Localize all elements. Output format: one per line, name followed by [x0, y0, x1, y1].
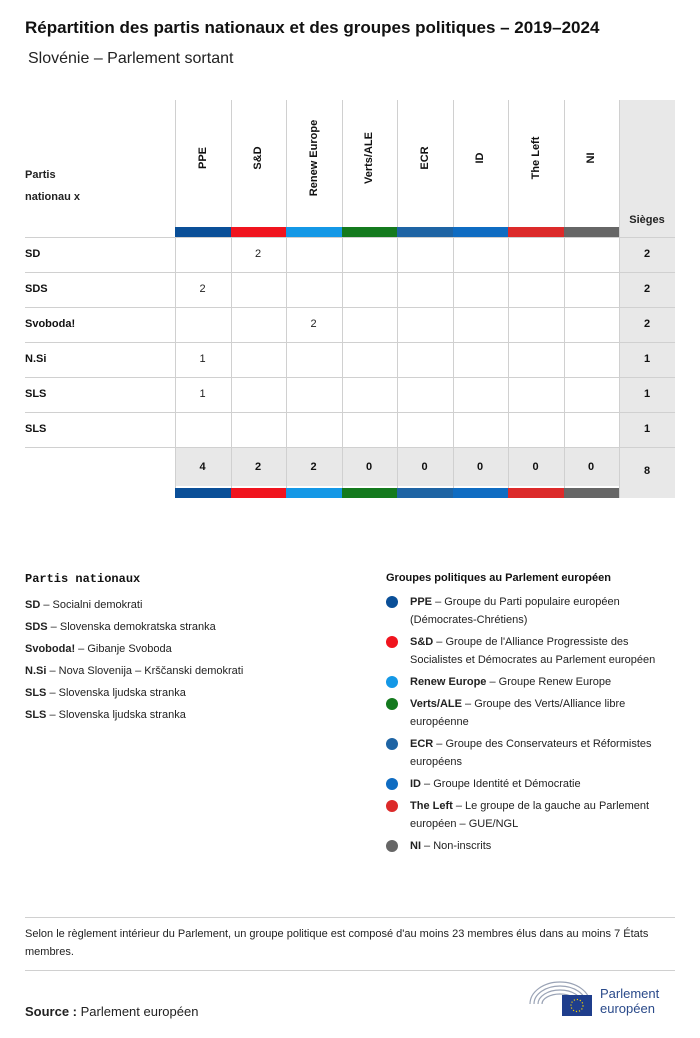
party-name: Gibanje Svoboda — [87, 643, 172, 655]
seats-table — [25, 100, 675, 500]
group-color-bar — [453, 227, 509, 237]
group-name: Groupe des Verts/Alliance libre européenne — [410, 698, 626, 728]
group-color-dot-icon — [386, 738, 398, 750]
group-total-cell: 0 — [587, 461, 595, 473]
row-total-seats: 2 — [643, 283, 651, 295]
political-groups-legend-title: Groupes politiques au Parlement européen — [386, 572, 611, 584]
european-parliament-logo — [528, 978, 678, 1020]
page-subtitle: Slovénie – Parlement sortant — [28, 50, 234, 67]
group-color-bar — [286, 227, 342, 237]
group-name: Groupe Identité et Démocratie — [433, 778, 581, 790]
seats-header: Sièges — [629, 214, 665, 226]
row-total-seats: 2 — [643, 248, 651, 260]
group-color-dot-icon — [386, 840, 398, 852]
seat-value-cell: 1 — [199, 388, 206, 400]
logo-line-1: Parlement — [600, 986, 660, 1001]
grid-hline — [25, 307, 675, 308]
party-row-label: SLS — [25, 388, 47, 400]
group-color-dot-icon — [386, 676, 398, 688]
group-header-label: Verts/ALE — [363, 132, 375, 184]
source-value: Parlement européen — [80, 1004, 199, 1019]
source-line — [25, 1004, 198, 1019]
party-name: Slovenska ljudska stranka — [58, 687, 186, 699]
national-party-legend-item: SDS – Slovenska demokratska stranka — [25, 621, 216, 633]
grid-vline — [619, 100, 620, 498]
group-total-cell: 0 — [365, 461, 373, 473]
grid-hline — [25, 447, 675, 448]
group-header — [286, 100, 341, 228]
party-row-label: N.Si — [25, 353, 47, 365]
logo-line-2: européen — [600, 1001, 655, 1016]
political-group-legend-item: ECR – Groupe des Conservateurs et Réformistes européens — [386, 735, 676, 771]
national-party-legend-item: SLS – Slovenska ljudska stranka — [25, 709, 186, 721]
party-abbr: SDS — [25, 621, 48, 633]
group-name: Groupe du Parti populaire européen (Démocrates-Chrétiens) — [410, 596, 620, 626]
seat-value-cell: 1 — [199, 353, 206, 365]
party-abbr: SLS — [25, 709, 47, 721]
group-abbr: ID — [410, 778, 421, 790]
group-color-bar — [564, 227, 620, 237]
party-name: Slovenska ljudska stranka — [58, 709, 186, 721]
party-abbr: Svoboda! — [25, 643, 76, 655]
political-group-legend-item: NI – Non-inscrits — [386, 837, 676, 855]
national-party-legend-item: SLS – Slovenska ljudska stranka — [25, 687, 186, 699]
group-header-label: Renew Europe — [307, 119, 320, 197]
political-group-legend-item: The Left – Le groupe de la gauche au Parlement européen – GUE/NGL — [386, 797, 676, 833]
group-header-label: ECR — [418, 146, 431, 170]
group-abbr: Renew Europe — [410, 676, 487, 688]
group-abbr: Verts/ALE — [410, 698, 462, 710]
group-header — [342, 100, 397, 228]
political-group-legend-item: Renew Europe – Groupe Renew Europe — [386, 673, 676, 691]
grid-hline — [25, 342, 675, 343]
rules-note: Selon le règlement intérieur du Parlement, un groupe politique est composé d'au moins 23 membres élus dans au moins 7 États membres. — [25, 928, 649, 958]
national-parties-legend — [25, 572, 355, 726]
row-total-seats: 1 — [643, 423, 651, 435]
group-header — [564, 100, 619, 228]
party-row-label: SD — [25, 248, 41, 260]
group-header — [453, 100, 508, 228]
political-group-legend-item: Verts/ALE – Groupe des Verts/Alliance libre européenne — [386, 695, 676, 731]
political-group-legend-item: S&D – Groupe de l'Alliance Progressiste des Socialistes et Démocrates au Parlement européen — [386, 633, 676, 669]
group-color-bar — [286, 488, 342, 498]
group-header-label: NI — [585, 152, 597, 164]
partis-header: Partis nationau x — [25, 169, 81, 203]
group-color-dot-icon — [386, 800, 398, 812]
group-total-cell: 2 — [254, 461, 262, 473]
group-color-bar — [231, 227, 287, 237]
group-color-dot-icon — [386, 778, 398, 790]
national-party-legend-item: Svoboda! – Gibanje Svoboda — [25, 643, 172, 655]
group-total-cell: 2 — [310, 461, 317, 473]
political-group-legend-item: ID – Groupe Identité et Démocratie — [386, 775, 676, 793]
party-name: Socialni demokrati — [52, 599, 143, 611]
group-color-bar — [397, 227, 453, 237]
group-total-cell: 0 — [532, 461, 539, 473]
party-abbr: SD — [25, 599, 41, 611]
source-label: Source : — [25, 1004, 78, 1019]
seat-value-cell: 2 — [310, 318, 317, 330]
political-group-legend-item: PPE – Groupe du Parti populaire européen (Démocrates-Chrétiens) — [386, 593, 676, 629]
group-color-bar — [508, 488, 564, 498]
group-color-bar — [397, 488, 453, 498]
grid-hline — [25, 237, 675, 238]
divider — [25, 970, 675, 971]
political-groups-legend — [386, 572, 676, 859]
group-color-bar — [342, 488, 398, 498]
group-abbr: PPE — [410, 596, 433, 608]
group-color-dot-icon — [386, 636, 398, 648]
group-name: Groupe des Conservateurs et Réformistes européens — [410, 738, 652, 768]
group-abbr: The Left — [410, 800, 453, 812]
national-party-legend-item: N.Si – Nova Slovenija – Krščanski demokrati — [25, 665, 244, 677]
group-header — [397, 100, 452, 228]
hemicycle-flag-icon — [528, 978, 598, 1020]
group-header — [508, 100, 563, 228]
page-title: Répartition des partis nationaux et des groupes politiques – 2019–2024 — [25, 18, 600, 37]
party-row-label: SLS — [25, 423, 47, 435]
group-color-bar — [175, 488, 231, 498]
seats-column-background — [619, 100, 675, 498]
group-header-label: PPE — [196, 146, 209, 170]
divider — [25, 917, 675, 918]
row-total-seats: 1 — [643, 353, 651, 365]
group-name: Groupe Renew Europe — [498, 676, 612, 688]
group-color-bar — [564, 488, 620, 498]
group-color-bar — [175, 227, 231, 237]
national-party-legend-item: SD – Socialni demokrati — [25, 599, 143, 611]
group-color-bar — [453, 488, 509, 498]
group-color-bar — [342, 227, 398, 237]
party-abbr: N.Si — [25, 665, 47, 677]
group-header — [175, 100, 230, 228]
group-header-label: ID — [474, 152, 486, 164]
row-total-seats: 1 — [643, 388, 651, 400]
party-name: Slovenska demokratska stranka — [59, 621, 216, 633]
party-abbr: SLS — [25, 687, 47, 699]
group-total-cell: 0 — [421, 461, 428, 473]
grand-total-seats: 8 — [643, 465, 651, 477]
grid-hline — [25, 272, 675, 273]
group-total-cell: 0 — [476, 461, 484, 473]
party-row-label: Svoboda! — [25, 318, 76, 330]
group-color-dot-icon — [386, 596, 398, 608]
group-name: Non-inscrits — [433, 840, 492, 852]
group-name: Le groupe de la gauche au Parlement européen – GUE/NGL — [410, 800, 650, 830]
grid-hline — [25, 412, 675, 413]
group-header-label: S&D — [252, 146, 264, 170]
party-row-label: SDS — [25, 283, 48, 295]
logo-text — [600, 986, 659, 1016]
group-color-dot-icon — [386, 698, 398, 710]
group-color-bar — [508, 227, 564, 237]
group-header-label: The Left — [529, 136, 542, 180]
group-abbr: S&D — [410, 636, 434, 648]
group-total-cell: 4 — [199, 461, 206, 473]
grid-hline — [25, 377, 675, 378]
national-parties-legend-title: Partis nationaux — [25, 572, 141, 586]
group-header — [231, 100, 286, 228]
group-name: Groupe de l'Alliance Progressiste des Socialistes et Démocrates au Parlement européen — [410, 636, 656, 666]
party-name: Nova Slovenija – Krščanski demokrati — [58, 665, 244, 677]
group-abbr: ECR — [410, 738, 434, 750]
row-total-seats: 2 — [643, 318, 651, 330]
seat-value-cell: 2 — [254, 248, 262, 260]
group-color-bar — [231, 488, 287, 498]
seat-value-cell: 2 — [199, 283, 206, 295]
group-abbr: NI — [410, 840, 421, 852]
